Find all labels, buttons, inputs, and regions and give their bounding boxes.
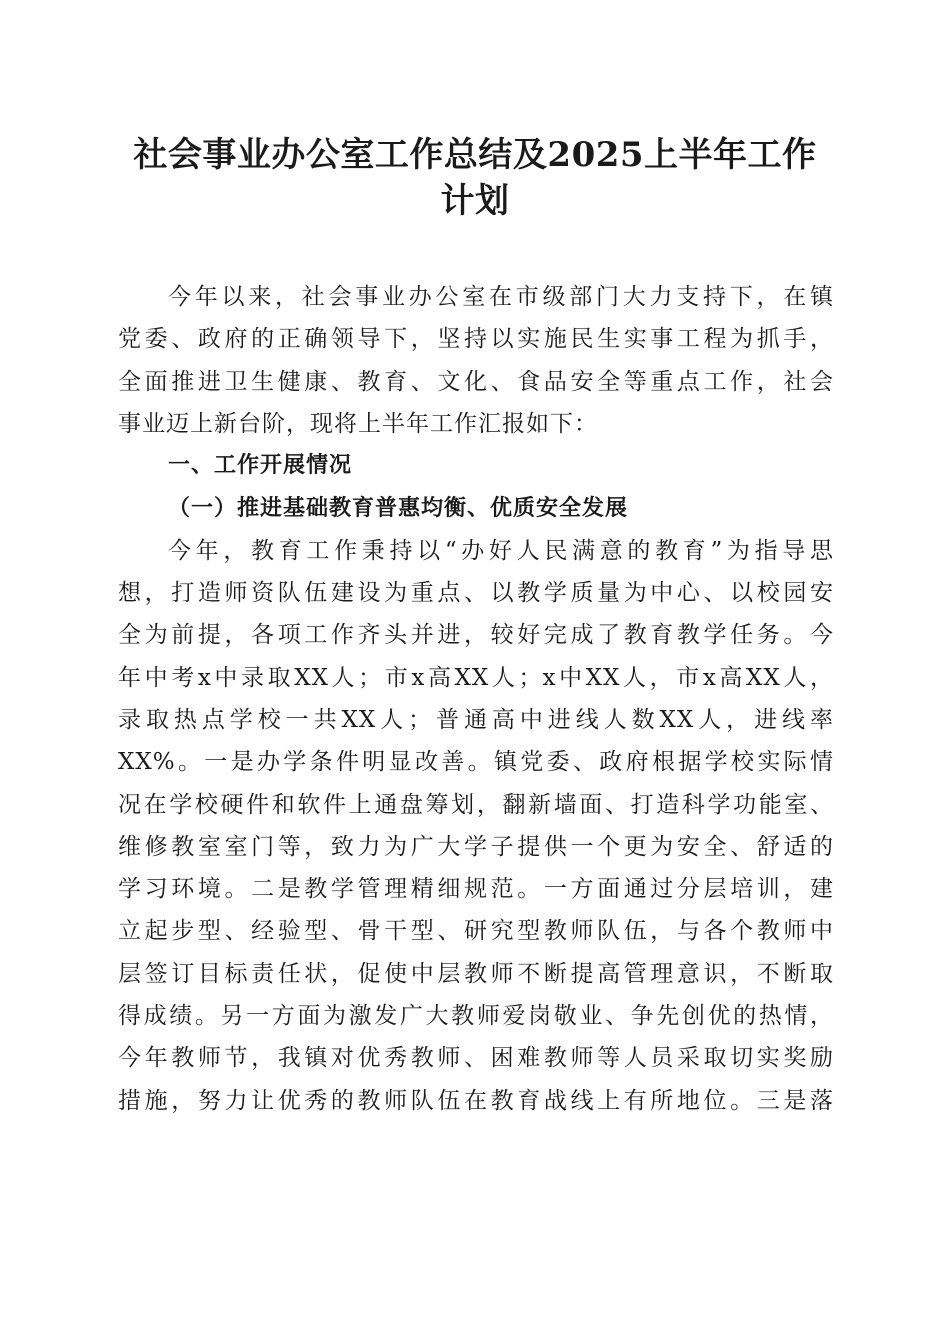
intro-line: 事业迈上新台阶，现将上半年工作汇报如下：: [118, 410, 598, 437]
paragraph-line: 学习环境。二是教学管理精细规范。一方面通过分层培训，建: [118, 876, 834, 903]
paragraph-line: 年中考x中录取XX人；市x高XX人；x中XX人，市x高XX人，: [118, 664, 834, 691]
paragraph-line: 立起步型、经验型、骨干型、研究型教师队伍，与各个教师中: [118, 918, 834, 945]
subsection-heading: （一）推进基础教育普惠均衡、优质安全发展: [168, 495, 629, 522]
intro-line: 今年以来，社会事业办公室在市级部门大力支持下，在镇: [168, 284, 834, 310]
paragraph-line: 录取热点学校一共XX人；普通高中进线人数XX人，进线率: [118, 706, 834, 733]
section-heading: 一、工作开展情况: [168, 453, 353, 479]
title-line-2: 计划: [440, 181, 510, 221]
paragraph-line: 况在学校硬件和软件上通盘筹划，翻新墙面、打造科学功能室、: [118, 791, 834, 818]
paragraph-line: 措施，努力让优秀的教师队伍在教育战线上有所地位。三是落: [118, 1087, 834, 1114]
intro-line: 党委、政府的正确领导下，坚持以实施民生实事工程为抓手，: [118, 326, 834, 353]
paragraph-line: 得成绩。另一方面为激发广大教师爱岗敬业、争先创优的热情，: [118, 1003, 834, 1030]
paragraph-line: XX%。一是办学条件明显改善。镇党委、政府根据学校实际情: [118, 749, 834, 776]
paragraph-line: 层签订目标责任状，促使中层教师不断提高管理意识，不断取: [118, 960, 834, 987]
paragraph-line: 今年，教育工作秉持以“办好人民满意的教育”为指导思: [168, 537, 834, 564]
intro-line: 全面推进卫生健康、教育、文化、食品安全等重点工作，社会: [118, 368, 834, 395]
title-line-1: 社会事业办公室工作总结及2025上半年工作: [133, 135, 817, 175]
paragraph-line: 维修教室室门等，致力为广大学子提供一个更为安全、舒适的: [118, 833, 834, 860]
paragraph-line: 今年教师节，我镇对优秀教师、困难教师等人员采取切实奖励: [118, 1045, 834, 1072]
document-body: [118, 276, 834, 1122]
paragraph-line: 全为前提，各项工作齐头并进，较好完成了教育教学任务。今: [118, 622, 834, 649]
document-title: [110, 132, 840, 224]
paragraph-line: 想，打造师资队伍建设为重点、以教学质量为中心、以校园安: [118, 580, 834, 607]
